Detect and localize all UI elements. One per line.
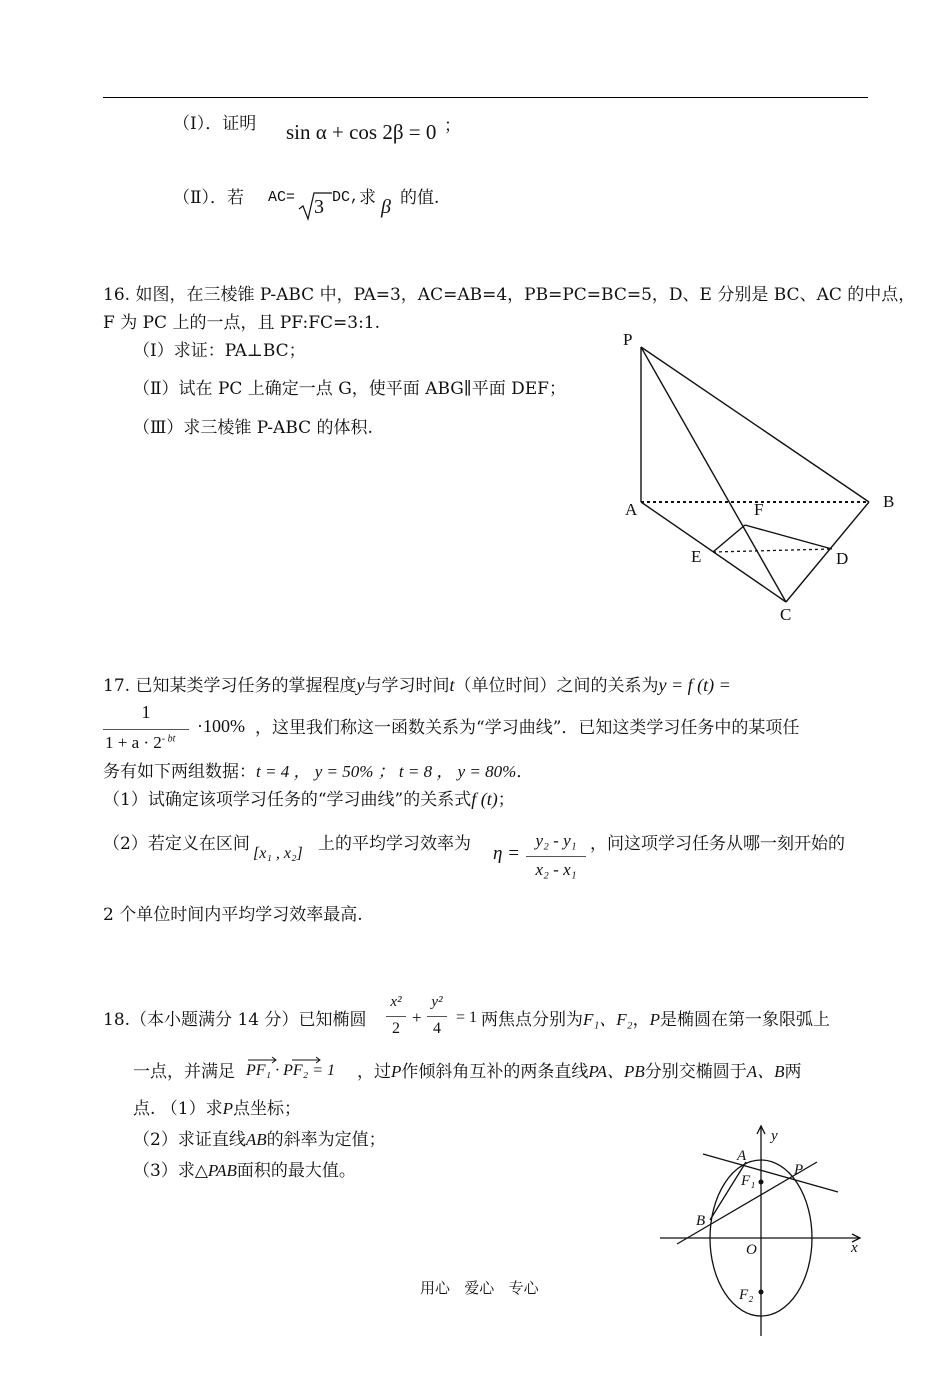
label-c: C [780,605,792,624]
q15-part2-ask: 求 [359,188,376,208]
q17-eta-num: y₂ - y₁ [535,831,577,850]
q16-line2: F 为 PC 上的一点，且 PF:FC=3:1. [103,313,381,333]
q17-part2-a: （2）若定义在区间 [103,834,250,854]
q18-ell-y-den: 4 [433,1020,441,1037]
segment-ab [710,1162,746,1220]
label-e: E [691,547,702,566]
q18-line2 [133,1060,235,1084]
segment-fd [745,525,832,549]
label-x: x [851,1240,858,1256]
q18-part3 [133,1159,356,1183]
q18-ell-eq: = 1 [456,1009,478,1026]
q18-line3 [133,1097,301,1121]
q17-frac-den [105,733,175,753]
label-f1: F₁ [741,1173,756,1189]
q18-line2-b: ，过 [357,1062,391,1082]
q17-part2-b: 上的平均学习效率为 [318,834,471,854]
segment-ef [713,525,745,552]
q16-line1: 16. 如图，在三棱锥 P-ABC 中，PA=3，AC=AB=4，PB=PC=BC=5，D、E 分别是 BC、AC 的中点， [103,285,916,305]
q18-part3-a: （3）求△ [133,1161,208,1181]
q18-ell-x-line [386,1016,406,1017]
label-y: y [771,1128,778,1144]
q15-part2-dc: DC, [332,189,360,206]
q18-line3-b: 点坐标； [233,1099,302,1119]
q18-vector-expr: PF₁ · PF₂ = 1 [246,1062,336,1079]
q15-part1-formula: sin α + cos 2β = 0 [286,120,437,144]
q18-ell-y: y² [431,994,443,1010]
q17-line1 [103,673,731,698]
q17-line3-end: ． [516,762,534,782]
q17-pct: ·100% [197,716,245,736]
q17-part1-f: f (t) [471,789,498,809]
q17-frac-exp: - bt [161,733,176,745]
label-o: O [746,1242,757,1258]
q15-part1 [173,112,256,136]
q18-line2-d: 分别交椭圆于 [644,1062,747,1082]
q18-line2-rest [357,1060,802,1084]
q18-ell-y-line [427,1016,447,1017]
q18-part2-a: （2）求证直线 [133,1130,246,1150]
q17-part1-end: ； [497,790,515,810]
segment-ed-hidden [713,549,832,552]
footer-slogan: 用心 爱心 专心 [420,1279,539,1297]
label-b: B [883,492,895,511]
q18-line1-c: ， [632,1010,650,1030]
label-a: A [625,500,638,519]
q17-var-t: t [449,675,455,695]
q17-data: t = 4 ， y = 50% ； t = 8 ， y = 80% [256,762,517,781]
q18-line1-b: 两焦点分别为 [481,1010,583,1030]
q17-frac-den-text: 1 + a · 2 [105,733,162,752]
edge-pc [641,347,786,602]
q18-part2-b: 的斜率为定值； [266,1130,386,1150]
label-d: D [836,549,849,568]
q17-formula: y = f (t) = [658,675,731,695]
q17-part1 [103,787,515,812]
q17-frac-num: 1 [141,702,151,722]
q15-part2-sqrt: 3 [314,196,324,218]
q18-line1-rest [481,1008,830,1032]
q18-ell-x-den: 2 [392,1020,400,1037]
q17-interval: [x₁ , x₂] [253,845,303,862]
edge-bc [786,502,869,602]
q18-ell-plus: + [412,1008,422,1027]
ellipse-figure [655,1122,870,1340]
q17-line2-rest: ，这里我们称这一函数关系为“学习曲线”．已知这类学习任务中的某项任 [255,718,800,738]
q17-var-y: y [356,675,365,695]
label-b: B [696,1213,706,1229]
q15-part2-ac: AC= [268,189,296,206]
q18-line1-a: 18.（本小题满分 14 分）已知椭圆 [103,1010,367,1030]
q17-eta-den: x₂ - x₁ [535,860,577,879]
focus-f2 [759,1290,764,1295]
q17-line3-a: 务有如下两组数据： [103,762,256,782]
label-f: F [754,500,764,519]
q18-line1-d: 是椭圆在第一象限弧上 [659,1010,830,1030]
q18-line2-ab: A、B [746,1062,785,1081]
q15-part2-end: 的值. [400,188,440,208]
label-p: P [794,1162,804,1178]
label-a: A [737,1148,747,1164]
q17-eta-line [526,856,586,857]
q18-ell-x: x² [390,994,402,1010]
q16-part1: （Ⅰ）求证：PA⊥BC； [133,341,306,361]
q18-line3-a: 点. （1）求 [133,1099,223,1119]
q18-line2-papb: PA、PB [588,1062,645,1081]
q16-part2: （Ⅱ）试在 PC 上确定一点 G，使平面 ABG∥平面 DEF； [133,379,566,399]
q15-part1-end: ； [444,116,461,136]
q18-line2-a: 一点，并满足 [133,1062,235,1082]
q18-foci: F₁、F₂ [583,1010,633,1029]
label-f2: F₂ [739,1287,754,1303]
q18-line2-e: 两 [784,1062,802,1082]
focus-f1 [759,1180,764,1185]
q18-line3-p: P [222,1099,234,1118]
q15-part1-label: （Ⅰ）．证明 [173,114,257,134]
q17-part1-text: （1）试确定该项学习任务的“学习曲线”的关系式 [103,790,472,810]
q17-line1-b: 与学习时间 [364,676,450,696]
q17-frac-line [103,729,189,730]
q18-line2-p: P [391,1062,402,1081]
q18-part3-b: 面积的最大值。 [236,1161,356,1181]
q17-line1-c: （单位时间）之间的关系为 [454,676,659,696]
q17-line1-a: 17. 已知某类学习任务的掌握程度 [103,676,357,696]
q18-part2 [133,1128,386,1152]
q18-line1-p: P [649,1010,660,1029]
q18-part3-pab: PAB [207,1161,237,1180]
edge-pb [641,347,869,502]
q16-part3: （Ⅲ）求三棱锥 P-ABC 的体积. [133,418,373,438]
q17-line3 [103,760,533,784]
q15-part2-beta: β [381,196,391,218]
pyramid-figure [600,325,920,635]
q17-eta: η = [493,843,520,864]
q15-part2-label: （Ⅱ）．若 [173,188,245,208]
q17-part2-line2: 2 个单位时间内平均学习效率最高. [103,905,363,925]
q18-part2-ab: AB [245,1130,267,1149]
q17-part2-c: ，问这项学习任务从哪一刻开始的 [590,834,845,854]
label-p: P [623,330,633,349]
q18-line2-c: 作倾斜角互补的两条直线 [401,1062,589,1082]
header-rule [103,97,868,98]
